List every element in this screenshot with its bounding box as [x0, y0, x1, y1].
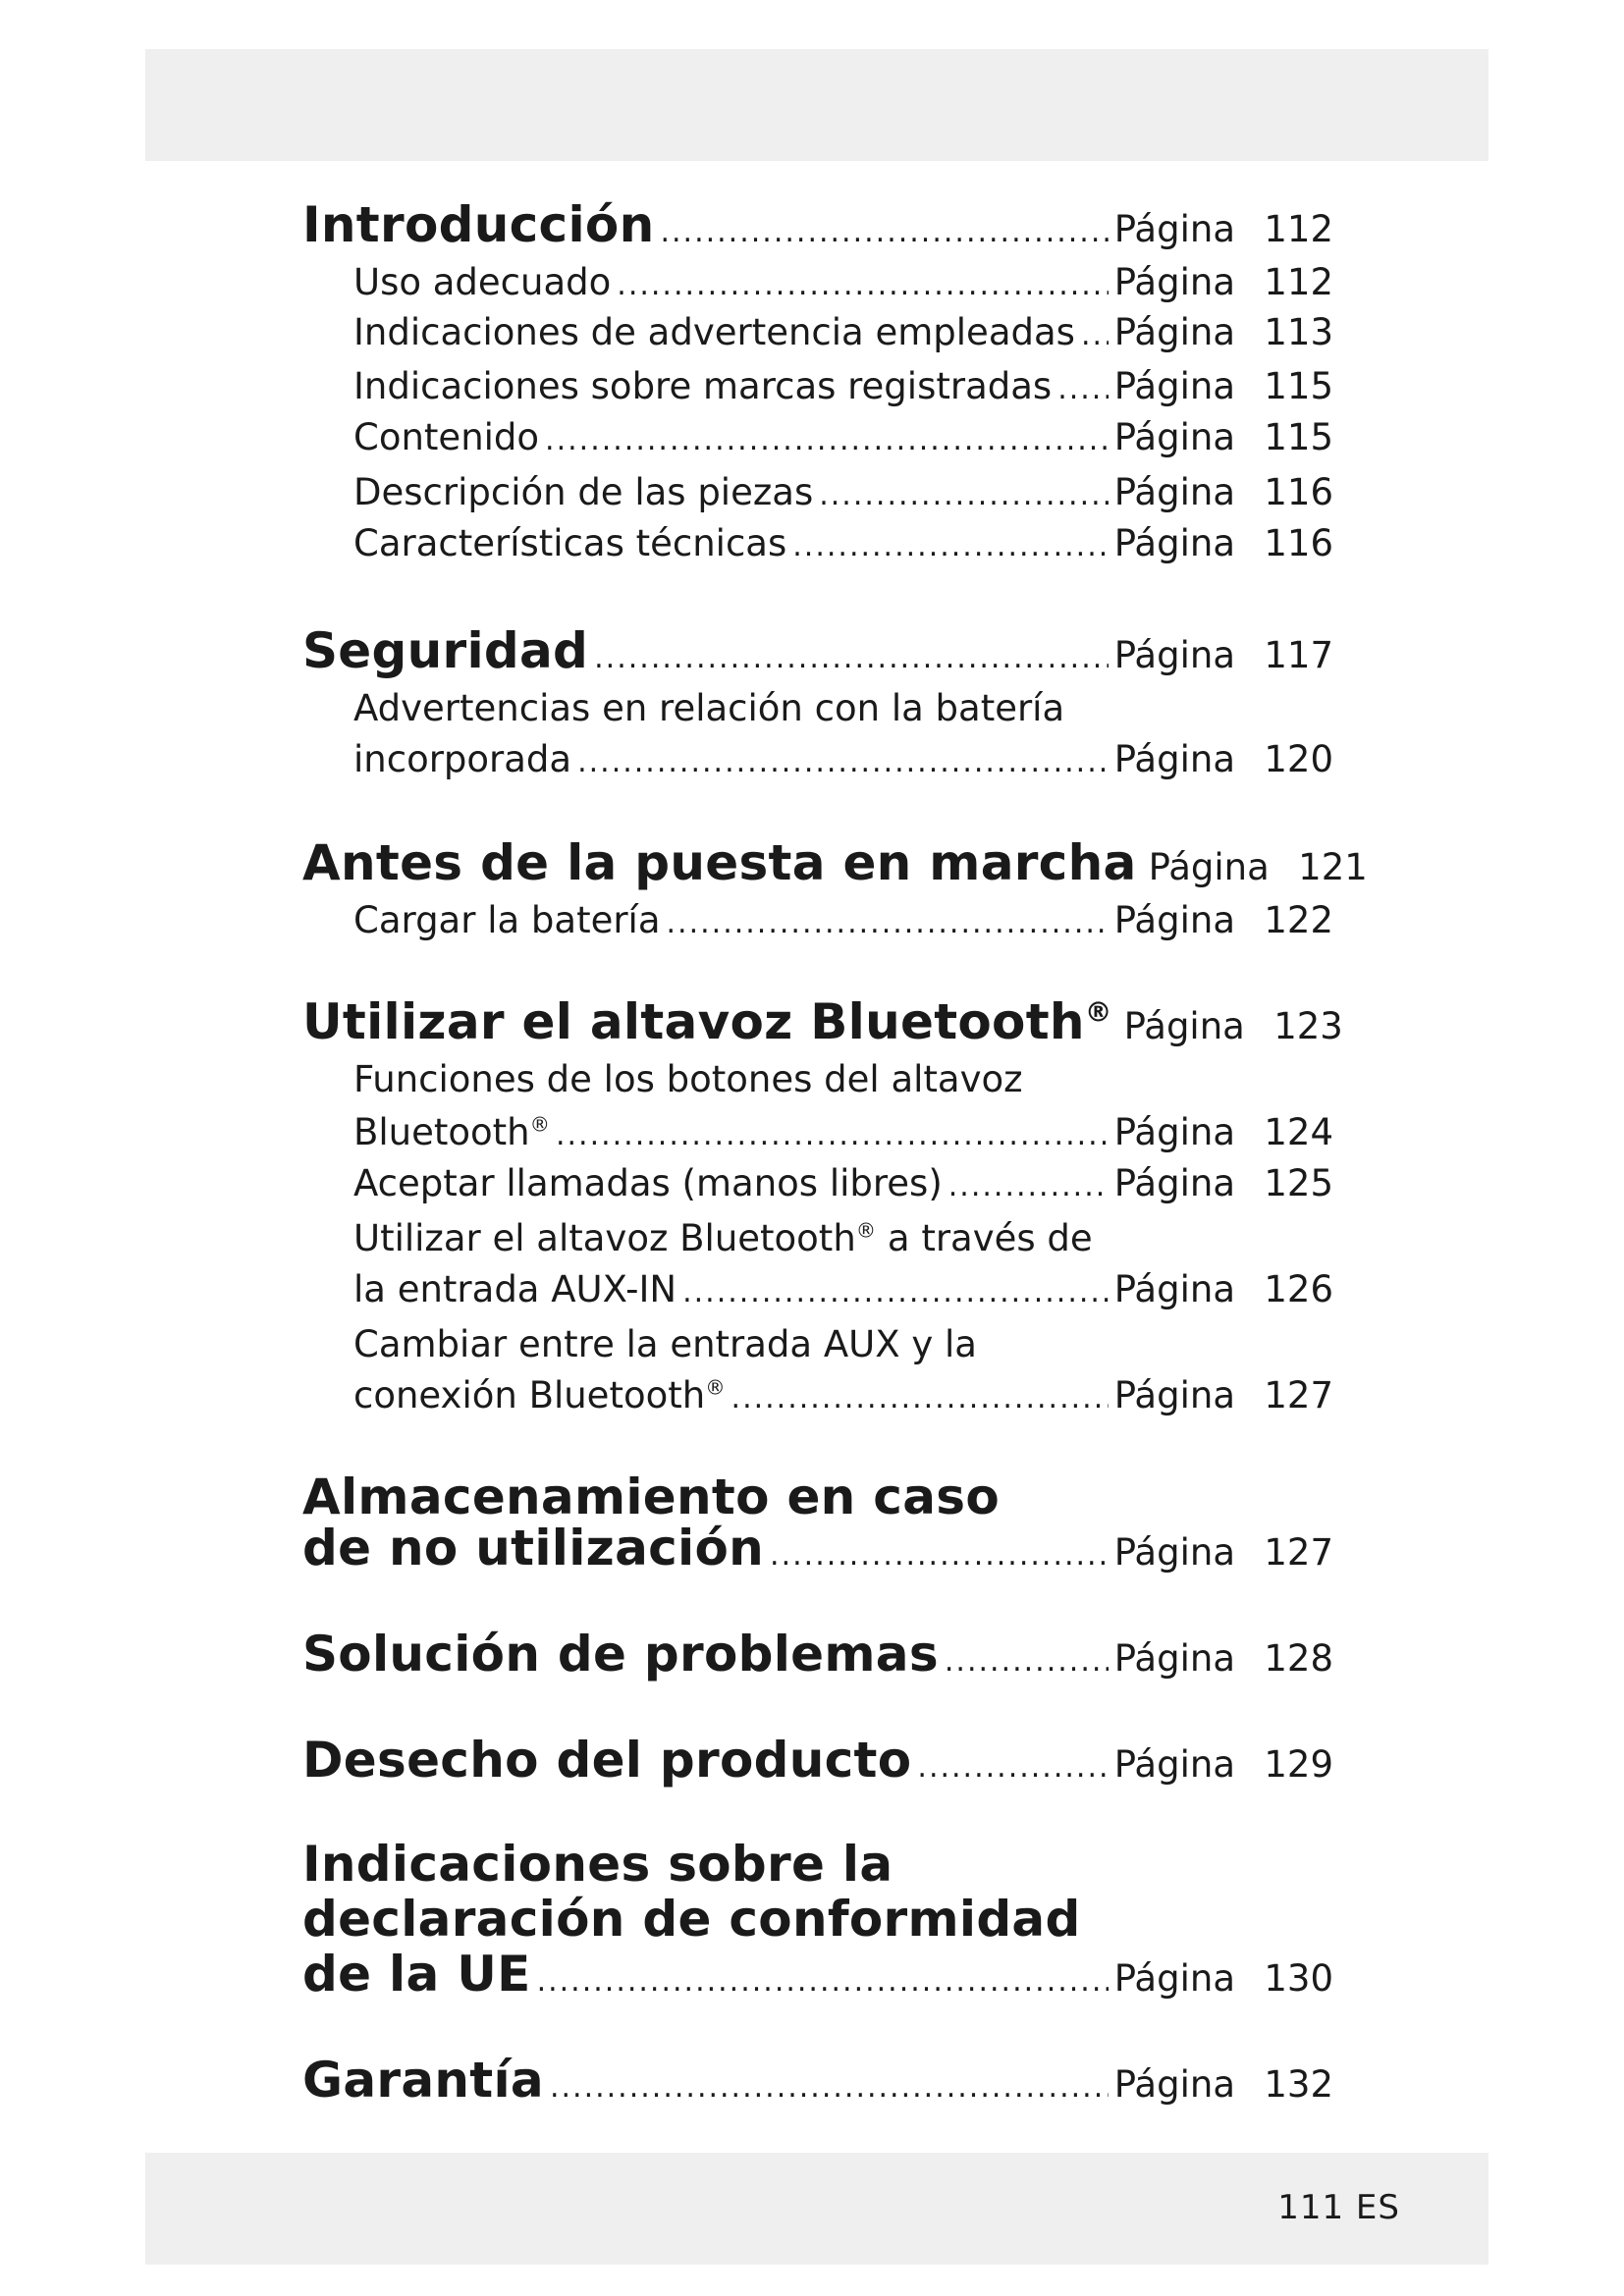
toc-leader-dots	[545, 423, 1109, 457]
toc-entry-title: Utilizar el altavoz Bluetooth®	[302, 993, 1112, 1050]
toc-leader-dots	[819, 478, 1109, 512]
toc-leader-dots	[667, 906, 1109, 940]
toc-entry-introduccion[interactable]	[302, 196, 1333, 253]
registered-mark: ®	[529, 1112, 550, 1137]
toc-entry-page: Página 121	[1148, 846, 1368, 888]
toc-entry-title: Descripción de las piezas	[353, 471, 814, 513]
page-number: 111 ES	[1277, 2188, 1400, 2227]
toc-entry-title: Seguridad	[302, 622, 589, 679]
toc-entry-title: conexión Bluetooth®	[353, 1374, 726, 1416]
toc-entry-title: Características técnicas	[353, 522, 787, 564]
toc-entry-declaracion-line2: declaración de conformidad	[302, 1891, 1081, 1948]
toc-entry-title: Uso adecuado	[353, 261, 612, 303]
toc-entry-title: Aceptar llamadas (manos libres)	[353, 1162, 943, 1204]
toc-entry-page: Página 120	[1113, 738, 1333, 780]
toc-entry-solucion[interactable]	[302, 1626, 1333, 1682]
toc-leader-dots	[792, 529, 1109, 563]
toc-entry-funciones-botones-line1: Funciones de los botones del altavoz	[353, 1058, 1023, 1100]
toc-entry-page: Página 126	[1113, 1268, 1333, 1310]
toc-entry-page: Página 113	[1113, 311, 1333, 353]
toc-entry-page: Página 125	[1113, 1162, 1333, 1204]
toc-leader-dots	[550, 2070, 1109, 2105]
toc-leader-dots	[682, 1275, 1109, 1309]
toc-entry-uso-adecuado[interactable]	[353, 261, 1333, 303]
registered-mark: ®	[705, 1375, 726, 1400]
toc-entry-page: Página 122	[1113, 899, 1333, 941]
toc-entry-contenido[interactable]	[353, 416, 1333, 458]
toc-leader-dots	[1057, 372, 1109, 406]
toc-leader-dots	[770, 1538, 1109, 1573]
toc-entry-page: Página 132	[1113, 2063, 1333, 2106]
toc-entry-funciones-botones[interactable]	[353, 1111, 1333, 1153]
toc-entry-title: Contenido	[353, 416, 540, 458]
toc-leader-dots	[660, 215, 1108, 249]
toc-entry-page: Página 129	[1113, 1743, 1333, 1786]
toc-entry-descripcion-piezas[interactable]	[353, 471, 1333, 513]
toc-entry-advertencias-bateria-line1: Advertencias en relación con la batería	[353, 687, 1065, 729]
toc-leader-dots	[945, 1644, 1109, 1679]
toc-entry-antes-puesta[interactable]	[302, 834, 1368, 891]
toc-leader-dots	[594, 641, 1109, 675]
toc-entry-title: Solución de problemas	[302, 1626, 939, 1682]
toc-entry-title: de la UE	[302, 1946, 531, 2002]
toc-entry-title: Cargar la batería	[353, 899, 661, 941]
toc-entry-aceptar-llamadas[interactable]	[353, 1162, 1333, 1204]
toc-entry-cambiar-entrada-line1: Cambiar entre la entrada AUX y la	[353, 1323, 977, 1365]
toc-entry-cambiar-entrada[interactable]	[353, 1374, 1333, 1416]
toc-entry-indicaciones-advertencia[interactable]	[353, 311, 1333, 353]
toc-entry-page: Página 116	[1113, 471, 1333, 513]
toc-entry-title: incorporada	[353, 738, 572, 780]
toc-entry-cargar-bateria[interactable]	[353, 899, 1333, 941]
toc-entry-title: la entrada AUX-IN	[353, 1268, 677, 1310]
toc-leader-dots	[577, 745, 1109, 779]
toc-entry-title: Desecho del producto	[302, 1732, 912, 1789]
toc-entry-declaracion-line1: Indicaciones sobre la	[302, 1836, 893, 1893]
toc-entry-page: Página 115	[1113, 416, 1333, 458]
toc-entry-page: Página 130	[1113, 1957, 1333, 2000]
toc-entry-desecho[interactable]	[302, 1732, 1333, 1789]
toc-entry-almacenamiento-line1: Almacenamiento en caso	[302, 1468, 1000, 1525]
toc-leader-dots	[537, 1964, 1109, 1999]
toc-entry-almacenamiento[interactable]	[302, 1520, 1333, 1576]
toc-entry-title: Indicaciones de advertencia empleadas	[353, 311, 1075, 353]
toc-leader-dots	[917, 1750, 1108, 1785]
toc-entry-utilizar-aux-line1: Utilizar el altavoz Bluetooth® a través de	[353, 1217, 1093, 1259]
toc-entry-utilizar-aux[interactable]	[353, 1268, 1333, 1310]
toc-entry-caracteristicas[interactable]	[353, 522, 1333, 564]
toc-entry-declaracion[interactable]	[302, 1946, 1333, 2002]
toc-entry-page: Página 115	[1113, 365, 1333, 407]
toc-entry-garantia[interactable]	[302, 2052, 1333, 2109]
toc-entry-title: de no utilización	[302, 1520, 765, 1576]
toc-entry-page: Página 123	[1123, 1005, 1343, 1047]
registered-mark: ®	[1084, 996, 1112, 1029]
toc-entry-page: Página 117	[1113, 634, 1333, 676]
toc-entry-page: Página 128	[1113, 1637, 1333, 1680]
toc-entry-utilizar-altavoz[interactable]	[302, 993, 1343, 1050]
toc-entry-page: Página 112	[1113, 261, 1333, 303]
toc-entry-advertencias-bateria[interactable]	[353, 738, 1333, 780]
toc-entry-seguridad[interactable]	[302, 622, 1333, 679]
toc-entry-page: Página 112	[1113, 208, 1333, 250]
toc-leader-dots	[731, 1381, 1109, 1415]
toc-entry-title: Bluetooth®	[353, 1111, 550, 1153]
toc-entry-title: Introducción	[302, 196, 655, 253]
toc-leader-dots	[948, 1169, 1109, 1203]
toc-entry-page: Página 127	[1113, 1374, 1333, 1416]
toc-entry-page: Página 127	[1113, 1531, 1333, 1574]
toc-entry-title: Garantía	[302, 2052, 544, 2109]
toc-leader-dots	[617, 268, 1109, 302]
toc-entry-indicaciones-marcas[interactable]	[353, 365, 1333, 407]
registered-mark: ®	[855, 1218, 877, 1243]
toc-leader-dots	[556, 1118, 1109, 1152]
toc-entry-page: Página 116	[1113, 522, 1333, 564]
toc-entry-title: Indicaciones sobre marcas registradas	[353, 365, 1053, 407]
toc-leader-dots	[1081, 318, 1109, 352]
toc-entry-page: Página 124	[1113, 1111, 1333, 1153]
toc-entry-title: Antes de la puesta en marcha	[302, 834, 1137, 891]
